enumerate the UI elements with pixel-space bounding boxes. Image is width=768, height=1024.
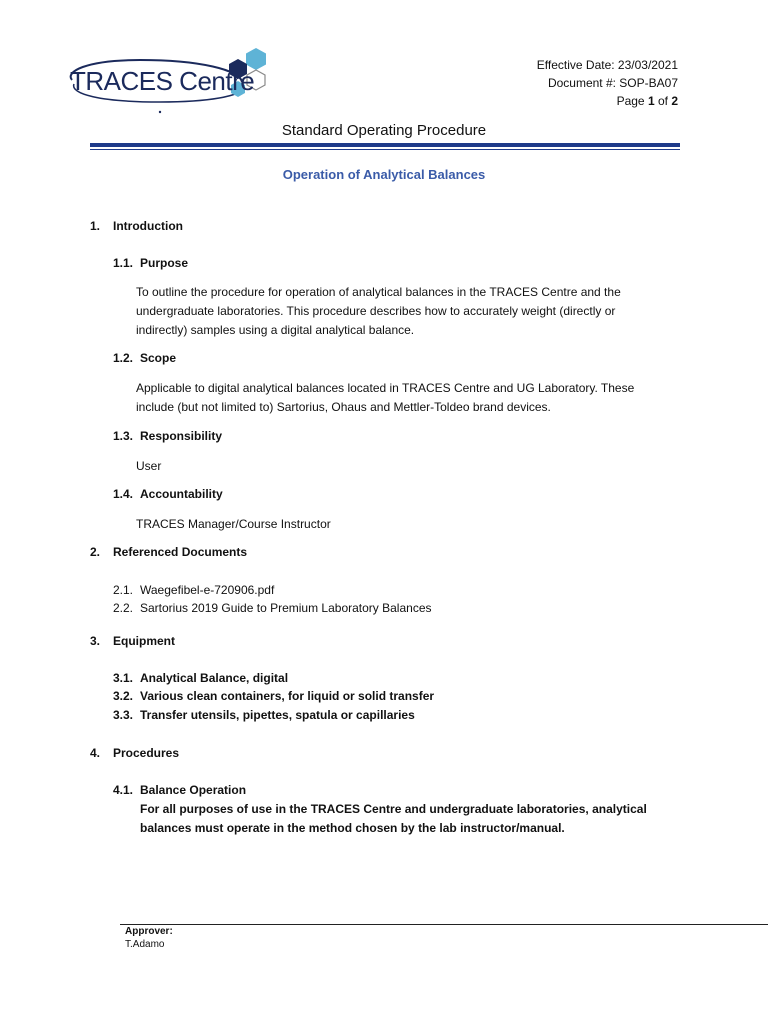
section-number: 4.	[90, 746, 101, 760]
section-4-1-heading	[113, 783, 246, 797]
section-title: Equipment	[113, 634, 175, 648]
page-title: Operation of Analytical Balances	[282, 167, 486, 182]
section-number: 3.	[90, 634, 101, 648]
text-line: To outline the procedure for operation of analytical balances in the TRACES Centre and the	[136, 285, 621, 299]
text-line: For all purposes of use in the TRACES Centre and undergraduate laboratories, analytical	[140, 802, 647, 816]
section-1-2-heading	[113, 351, 176, 365]
section-title: Procedures	[113, 746, 180, 760]
section-number: 2.	[90, 545, 101, 559]
section-3-heading	[90, 634, 175, 648]
item-number: 3.3.	[113, 708, 134, 722]
section-1-1-heading	[113, 256, 188, 270]
section-number: 1.	[90, 219, 101, 233]
section-4-heading	[90, 746, 179, 760]
section-title: Responsibility	[140, 429, 223, 443]
section-1-4-heading	[113, 487, 223, 501]
text-line: balances must operate in the method chosen by the lab instructor/manual.	[140, 821, 565, 835]
section-title: Purpose	[140, 256, 189, 270]
item-text: Analytical Balance, digital	[140, 671, 289, 685]
approver-name: T.Adamo	[125, 939, 165, 950]
section-number: 4.1.	[113, 783, 134, 797]
header-rule-thin	[90, 149, 680, 150]
item-number: 2.1.	[113, 583, 134, 597]
item-text: Sartorius 2019 Guide to Premium Laboratory Balances	[140, 601, 432, 615]
page-current: 1	[647, 94, 655, 108]
accountability-text: TRACES Manager/Course Instructor	[136, 517, 331, 531]
purpose-text	[136, 283, 676, 340]
footer-rule	[120, 924, 768, 925]
approver-label: Approver:	[125, 926, 173, 937]
list-item	[113, 583, 274, 597]
header-rule-thick	[90, 143, 680, 147]
section-number: 1.3.	[113, 429, 134, 443]
responsibility-text: User	[136, 459, 162, 473]
document-meta	[537, 56, 678, 110]
list-item	[113, 708, 415, 722]
item-text: Waegefibel-e-720906.pdf	[140, 583, 275, 597]
effective-date: Effective Date: 23/03/2021	[536, 58, 678, 72]
section-title: Introduction	[113, 219, 183, 233]
section-number: 1.4.	[113, 487, 134, 501]
list-item	[113, 601, 432, 615]
section-title: Accountability	[140, 487, 223, 501]
document-number: Document #: SOP-BA07	[547, 76, 678, 90]
logo-text: TRACES Centre	[70, 66, 255, 96]
text-line: indirectly) samples using a digital analytical balance.	[136, 323, 415, 337]
page-of: of	[654, 94, 672, 108]
traces-logo	[60, 44, 275, 116]
text-line: Applicable to digital analytical balances located in TRACES Centre and UG Laboratory. These	[136, 381, 635, 395]
page-indicator	[537, 92, 678, 110]
section-number: 1.2.	[113, 351, 134, 365]
item-number: 2.2.	[113, 601, 134, 615]
text-line: undergraduate laboratories. This procedure describes how to accurately weight (directly or	[136, 304, 616, 318]
document-type: Standard Operating Procedure	[281, 122, 487, 139]
item-text: Various clean containers, for liquid or solid transfer	[140, 689, 435, 703]
text-line: include (but not limited to) Sartorius, Ohaus and Mettler-Toldeo brand devices.	[136, 400, 551, 414]
section-title: Balance Operation	[140, 783, 247, 797]
section-title: Scope	[140, 351, 177, 365]
list-item	[113, 689, 434, 703]
item-number: 3.1.	[113, 671, 134, 685]
balance-operation-text	[140, 800, 680, 838]
page-prefix: Page	[616, 94, 648, 108]
item-text: Transfer utensils, pipettes, spatula or capillaries	[140, 708, 415, 722]
section-number: 1.1.	[113, 256, 134, 270]
scope-text	[136, 379, 676, 417]
list-item	[113, 671, 288, 685]
item-number: 3.2.	[113, 689, 134, 703]
page-total: 2	[671, 94, 678, 108]
section-title: Referenced Documents	[113, 545, 248, 559]
section-2-heading	[90, 545, 247, 559]
section-1-3-heading	[113, 429, 222, 443]
section-1-heading	[90, 219, 183, 233]
